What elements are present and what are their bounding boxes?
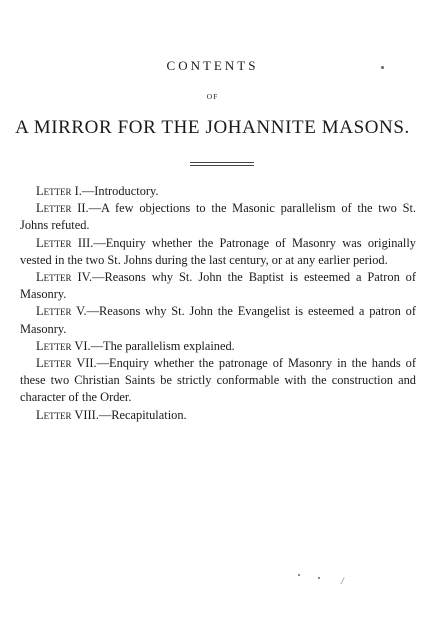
- letter-label: Letter III.: [36, 235, 94, 250]
- letter-entry: [20, 235, 416, 269]
- letter-entry: [20, 355, 416, 407]
- letter-entry: [20, 200, 416, 234]
- letter-description: —A few objections to the Masonic parallelism of the two St. Johns refuted.: [20, 201, 416, 233]
- letter-label: Letter IV.: [36, 270, 93, 285]
- letter-description: —Enquiry whether the patronage of Masonry in the hands of these two Christian Saints be strictly conformable with the construction and character of the Order.: [20, 356, 416, 405]
- letter-description: —Enquiry whether the Patronage of Masonry was originally vested in the two St. Johns during the last century, or at any earlier period.: [20, 235, 416, 267]
- letter-label: Letter VIII.: [36, 407, 99, 422]
- scan-speck: [318, 577, 320, 579]
- scan-speck: [381, 66, 384, 69]
- book-title: A MIRROR FOR THE JOHANNITE MASONS.: [15, 117, 410, 138]
- letter-label: Letter VI.: [36, 338, 91, 353]
- letter-description: —Reasons why St. John the Evangelist is esteemed a patron of Masonry.: [20, 304, 416, 336]
- letter-entry: [20, 303, 416, 337]
- letter-label: Letter VII.: [36, 356, 97, 371]
- letter-label: Letter V.: [36, 304, 87, 319]
- letter-description: —The parallelism explained.: [90, 338, 235, 353]
- letter-entry: [20, 338, 416, 355]
- letter-description: —Reasons why St. John the Baptist is esteemed a Patron of Masonry.: [20, 270, 417, 302]
- letter-description: —Recapitulation.: [98, 407, 187, 422]
- letters-list: [20, 183, 416, 424]
- scan-mark: /: [340, 575, 345, 588]
- letter-entry: [20, 407, 416, 424]
- letter-description: —Introductory.: [81, 184, 159, 198]
- letter-entry: [20, 269, 416, 303]
- letter-label: Letter II.: [36, 201, 89, 216]
- letter-entry: [20, 183, 416, 200]
- scan-speck: [298, 574, 300, 576]
- letter-label: Letter I.: [36, 184, 82, 198]
- of-heading: OF: [206, 92, 219, 101]
- contents-heading: CONTENTS: [166, 58, 259, 73]
- double-rule-divider: [190, 162, 254, 166]
